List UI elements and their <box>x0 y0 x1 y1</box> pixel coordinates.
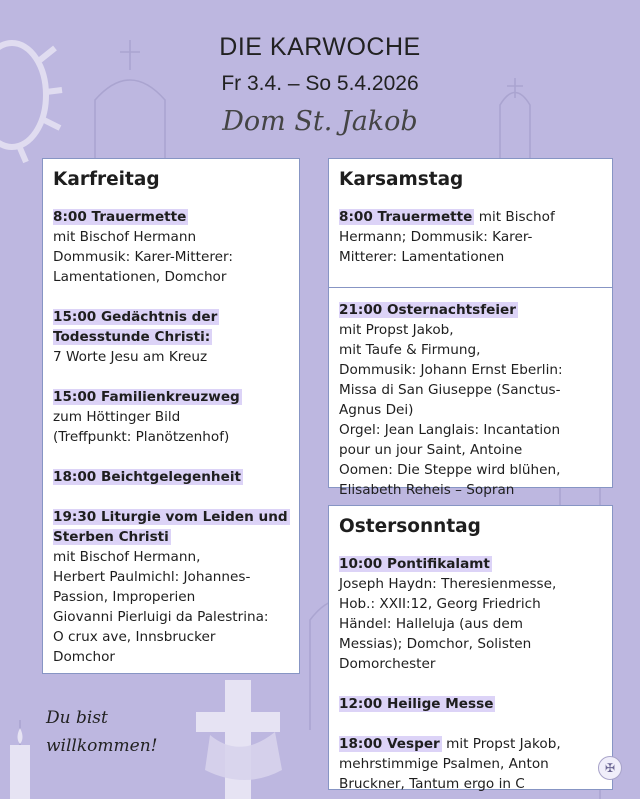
event-detail-line: (Treffpunkt: Planötzenhof) <box>53 429 230 445</box>
welcome-line: Du bist <box>46 708 108 728</box>
event-title-line <box>53 467 289 487</box>
event-detail-line: Joseph Haydn: Theresienmesse, <box>339 576 557 592</box>
event-title-line <box>339 734 602 754</box>
event-title: 18:00 Beichtgelegenheit <box>53 469 241 485</box>
event-detail-line: Hob.: XXII:12, Georg Friedrich <box>339 596 541 612</box>
event-entry <box>53 207 289 287</box>
event-title-line <box>53 307 289 327</box>
event-entry <box>339 300 602 500</box>
event-detail-line: Giovanni Pierluigi da Palestrina: <box>53 609 269 625</box>
event-entry <box>53 467 289 487</box>
event-title: Sterben Christi <box>53 529 169 545</box>
event-title: 21:00 Osternachtsfeier <box>339 302 516 318</box>
event-title-line <box>53 207 289 227</box>
event-detail-line: Oomen: Die Steppe wird blühen, <box>339 462 561 478</box>
header <box>0 30 640 140</box>
page-title: DIE KARWOCHE <box>219 33 421 61</box>
event-detail-line: Missa di San Giuseppe (Sanctus- <box>339 382 561 398</box>
event-detail-line: Bruckner, Tantum ergo in C <box>339 776 525 792</box>
event-detail-line: zum Höttinger Bild <box>53 409 181 425</box>
card-ostersonntag <box>328 505 613 790</box>
section-heading: Karsamstag <box>339 169 464 190</box>
event-detail-line: Messias); Domchor, Solisten <box>339 636 532 652</box>
event-title-line <box>339 554 602 574</box>
event-detail-line: Hermann; Dommusik: Karer- <box>339 229 533 245</box>
event-title: Todesstunde Christi: <box>53 329 211 345</box>
card-karfreitag <box>42 158 300 674</box>
event-detail-line: 7 Worte Jesu am Kreuz <box>53 349 208 365</box>
event-entry <box>339 734 602 794</box>
event-detail-line: O crux ave, Innsbrucker <box>53 629 216 645</box>
event-entry <box>339 207 602 267</box>
event-detail-line: Domchor <box>53 649 116 665</box>
event-detail-line: mit Bischof Hermann <box>53 229 197 245</box>
event-title-line <box>339 694 602 714</box>
event-detail-line: Domorchester <box>339 656 436 672</box>
event-title-line <box>339 300 602 320</box>
event-title: 15:00 Gedächtnis der <box>53 309 218 325</box>
event-detail-line: Händel: Halleluja (aus dem <box>339 616 524 632</box>
event-title-line <box>53 387 289 407</box>
event-detail-line: Mitterer: Lamentationen <box>339 249 505 265</box>
event-detail-line: mit Bischof Hermann, <box>53 549 201 565</box>
event-title-line <box>53 327 289 347</box>
section-heading: Ostersonntag <box>339 516 481 537</box>
event-detail-line: Herbert Paulmichl: Johannes- <box>53 569 251 585</box>
event-detail-line: Orgel: Jean Langlais: Incantation <box>339 422 561 438</box>
event-detail-line: Elisabeth Reheis – Sopran <box>339 482 515 498</box>
event-detail-line: mit Propst Jakob, <box>339 322 454 338</box>
event-title: 18:00 Vesper <box>339 736 440 752</box>
event-entry <box>339 694 602 714</box>
event-detail-line: Lamentationen, Domchor <box>53 269 227 285</box>
event-title-line <box>339 207 602 227</box>
event-entry <box>339 554 602 674</box>
welcome-message <box>46 704 157 760</box>
event-detail-line: Passion, Improperien <box>53 589 196 605</box>
event-title: 15:00 Familienkreuzweg <box>53 389 240 405</box>
event-entry <box>53 307 289 367</box>
event-title-line <box>53 507 289 527</box>
event-title: 19:30 Liturgie vom Leiden und <box>53 509 288 525</box>
seal-icon: ✠ <box>598 756 622 780</box>
event-detail-line: mehrstimmige Psalmen, Anton <box>339 756 549 772</box>
event-detail-inline: mit Propst Jakob, <box>441 736 561 752</box>
dom-st-jakob-logo: Dom St. Jakob <box>222 106 418 137</box>
candle-icon <box>10 728 30 799</box>
card-karsamstag <box>328 158 613 498</box>
event-detail-line: Dommusik: Karer-Mitterer: <box>53 249 233 265</box>
event-detail-line: mit Taufe & Firmung, <box>339 342 481 358</box>
welcome-line: willkommen! <box>46 736 158 756</box>
event-title: 10:00 Pontifikalamt <box>339 556 490 572</box>
event-detail-inline: mit Bischof <box>474 209 555 225</box>
date-range: Fr 3.4. – So 5.4.2026 <box>221 72 419 95</box>
event-title: 12:00 Heilige Messe <box>339 696 494 712</box>
event-detail-line: Dommusik: Johann Ernst Eberlin: <box>339 362 563 378</box>
event-title: 8:00 Trauermette <box>339 209 473 225</box>
event-detail-line: pour un jour Saint, Antoine <box>339 442 523 458</box>
event-title-line <box>53 527 289 547</box>
event-entry <box>53 387 289 447</box>
event-title: 8:00 Trauermette <box>53 209 187 225</box>
section-divider <box>329 287 612 288</box>
section-heading: Karfreitag <box>53 169 160 190</box>
event-detail-line: Agnus Dei) <box>339 402 414 418</box>
event-entry <box>53 507 289 667</box>
